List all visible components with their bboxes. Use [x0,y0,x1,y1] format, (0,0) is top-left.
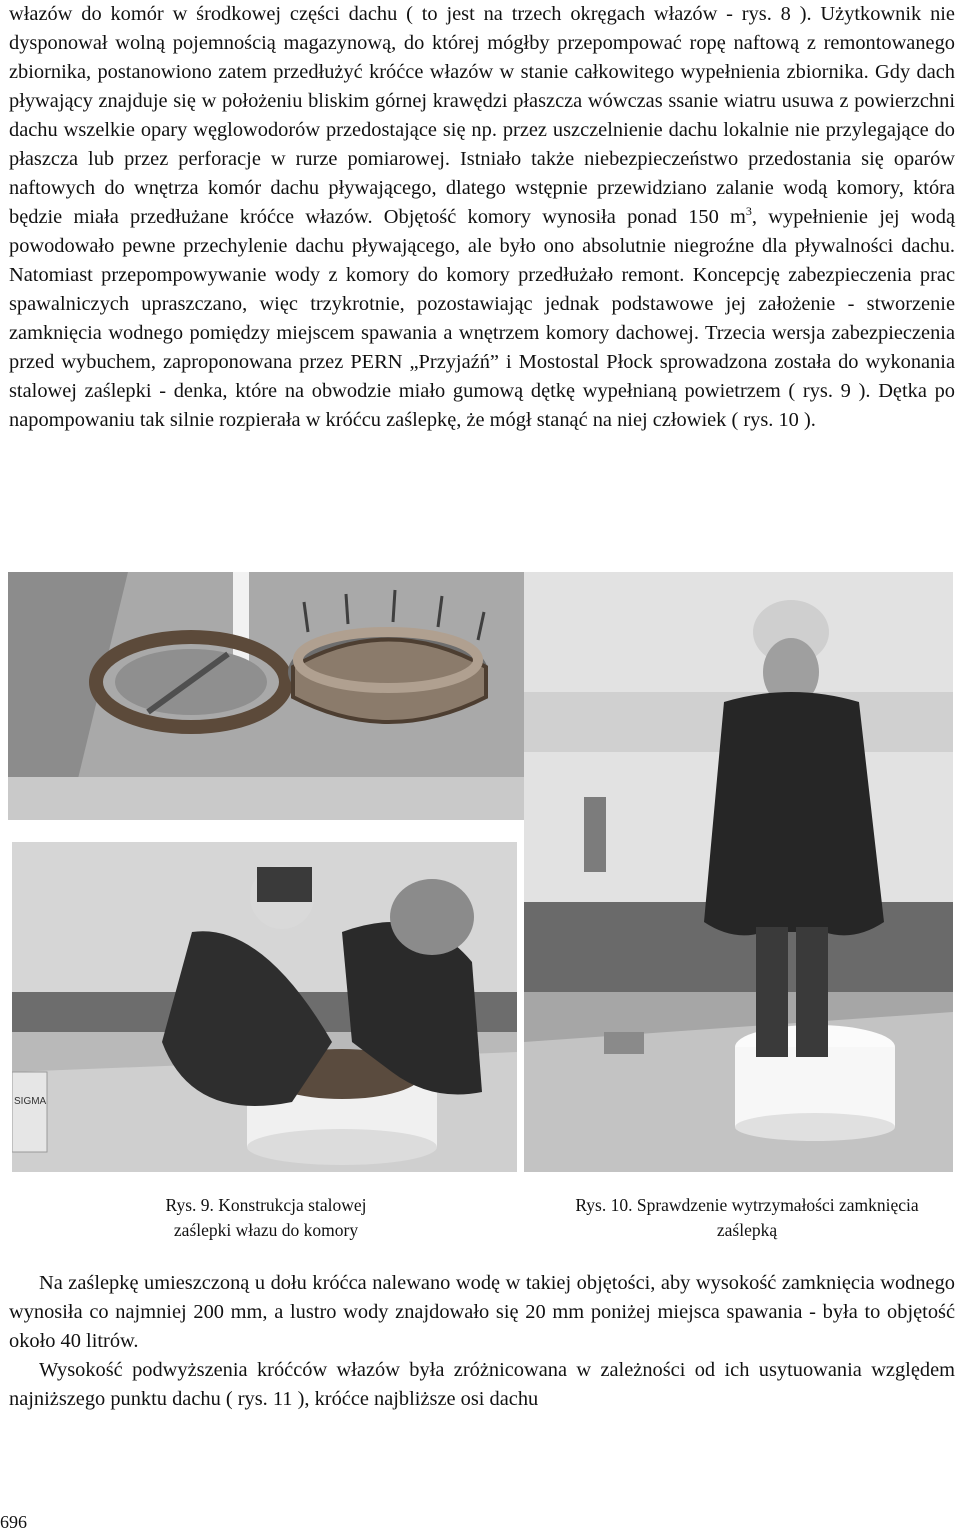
caption-line: zaślepki włazu do komory [173,1220,359,1240]
figure-10-caption [535,1193,959,1243]
photo-workers-installing-cover [12,842,517,1172]
paragraph-text-continued: , wypełnienie jej wodą powodowało pewne przechylenie dachu pływającego, ale było ono absolutnie niegroźne dla pływalności dachu. Natomiast przepompowywanie wody z komory do komory przedłużało remont. Koncepcję zabezpieczenia prac spawalniczych upraszczano, więc trzykrotnie, pozostawiając jednak podstawowe jej założenie - stworzenie zamknięcia wodnego pomiędzy miejscem spawania a wnętrzem komory dachowej. Trzecia wersja zabezpieczenia przed wybuchem, zaproponowana przez PERN „Przyjaźń” i Mostostal Płock sprowadzona została do wykonania stalowej zaślepki - denka, które na obwodzie miało gumową dętkę wypełnianą powietrzem ( rys. 9 ). Dętka po napompowaniu tak silnie rozpierała w króćcu zaślepkę, że mógł stanąć na niej człowiek ( rys. 10 ). [9,206,955,431]
photo-man-standing-in-manhole [524,572,953,1172]
photo-manhole-steel-cover [8,572,591,820]
body-paragraph [9,0,955,435]
superscript: 3 [745,204,752,218]
paragraph-text: włazów do komór w środkowej części dachu ( to jest na trzech okręgach włazów - rys. 8 ). Użytkownik nie dysponował wolną pojemnością magazynową, do której mógłby przepompować ropę naftową z remontowanego zbiornika, postanowiono zatem przedłużyć króćce włazów w stanie całkowitego wypełnienia zbiornika. Gdy dach pływający znajduje się w położeniu bliskim górnej krawędzi płaszcza wówczas ssanie wiatru usuwa z powierzchni dachu wszelkie opary węglowodorów przedostające się np. przez uszczelnienie dachu lokalnie nie przylegające do płaszcza lub przez perforacje w rurze pomiarowej. Istniało także niebezpieczeństwo przedostania się oparów naftowych do wnętrza komór dachu pływającego, dlatego wstępnie przewidziano zalanie wodą komory, która będzie miała przedłużane króćce włazów. Objętość komory wynosiła ponad 150 m [9,3,955,228]
caption-line: Rys. 9. Konstrukcja stalowej [165,1195,367,1215]
caption-line: zaślepką [716,1220,778,1240]
caption-line: Rys. 10. Sprawdzenie wytrzymałości zamknięcia [575,1195,919,1215]
figure-9-caption [132,1193,400,1243]
body-paragraph: Na zaślepkę umieszczoną u dołu króćca nalewano wodę w takiej objętości, aby wysokość zamknięcia wodnego wynosiła co najmniej 200 mm, a lustro wody znajdowało się 20 mm poniżej miejsca spawania - była to objętość około 40 litrów. [9,1272,955,1352]
sigma-bucket-label: SIGMA [14,1096,47,1107]
page-number: 696 [0,1512,27,1532]
body-paragraph: Wysokość podwyższenia króćców włazów była zróżnicowana w zależności od ich usytuowania względem najniższego punktu dachu ( rys. 11 ), króćce najbliższe osi dachu [9,1359,955,1410]
